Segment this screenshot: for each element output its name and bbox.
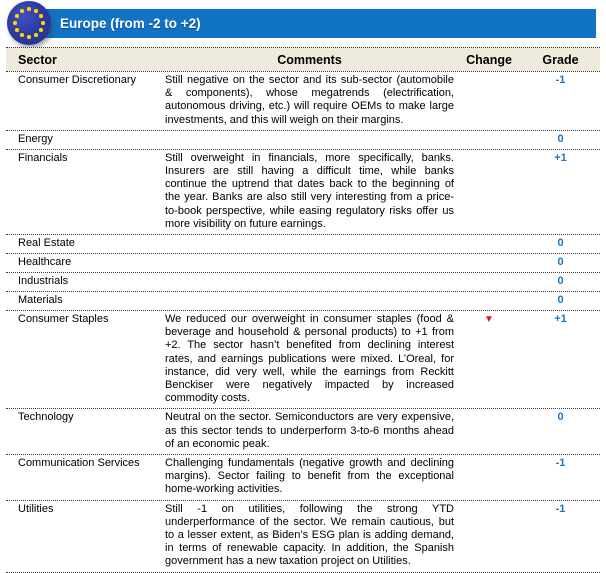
column-header-comments: Comments [277,52,342,67]
table-row [6,454,600,500]
table-row [6,149,600,234]
grade-cell: -1 [555,457,566,470]
table-row [6,130,600,149]
table-body [6,71,600,573]
eu-star-icon [20,9,24,13]
eu-star-icon [39,14,43,18]
sector-cell: Consumer Discretionary [18,74,136,86]
eu-star-icon [27,7,31,11]
column-header-grade: Grade [542,52,579,67]
table-row [6,71,600,130]
eu-star-icon [34,9,38,13]
eu-star-icon [39,28,43,32]
table-row [6,310,600,408]
comment-cell: Challenging fundamentals (negative growth and declining margins). Sector failing to benefit from the exceptional home-working activities. [165,457,454,496]
sector-cell: Communication Services [18,457,140,470]
comment-cell: Still -1 on utilities, following the strong YTD underperformance of the sector. We remain cautious, but to a lesser extent, as Biden’s ESG plan is adding demand, in terms of renewable capacity. In addition, the Spanish government has a new taxation project on Utilities. [165,502,454,568]
eu-star-icon [27,35,31,39]
grade-cell: -1 [555,502,566,515]
grade-cell: 0 [557,132,564,145]
sector-table [6,47,600,573]
eu-star-icon [34,33,38,37]
sector-cell: Utilities [18,502,54,515]
comment-cell: Neutral on the sector. Semiconductors are very expensive, as this sector tends to underperform 3-to-6 months ahead of an economic peak. [165,411,454,450]
grade-cell: 0 [557,411,564,424]
table-row [6,500,600,573]
eu-star-icon [41,21,45,25]
sector-cell: Energy [18,132,53,145]
table-row [6,272,600,291]
change-cell [457,313,521,326]
table-row [6,291,600,310]
sector-cell: Industrials [18,275,69,288]
grade-cell: +1 [554,151,567,164]
eu-star-icon [20,33,24,37]
eu-flag-icon [7,1,51,45]
sector-cell: Materials [18,294,63,307]
table-header-row [6,47,600,71]
change-down-icon: ▼ [484,314,494,326]
eu-star-icon [15,14,19,18]
table-row [6,408,600,454]
grade-cell: +1 [554,313,567,326]
sector-cell: Technology [18,411,74,424]
page-title: Europe (from -2 to +2) [60,16,201,31]
grade-cell: -1 [555,74,566,86]
eu-star-icon [15,28,19,32]
sector-cell: Healthcare [18,256,72,269]
sector-cell: Real Estate [18,237,75,250]
comment-cell: Still overweight in financials, more specifically, banks. Insurers are still having a difficult time, while banks continue the uptrend that dates back to the beginning of the year. Banks are also still very interesting from a price-to-book perspective, while easing regulatory risks offer us more visibility on future earnings. [165,151,454,230]
sector-cell: Financials [18,151,68,164]
column-header-sector: Sector [18,52,57,67]
column-header-change: Change [466,52,512,67]
grade-cell: 0 [557,275,564,288]
comment-cell: Still negative on the sector and its sub-sector (automobile & components), whose megatrends (electrification, autonomous driving, etc.) will require OEMs to make large investments, and this will weigh on their margins. [165,74,454,126]
sector-cell: Consumer Staples [18,313,109,326]
grade-cell: 0 [557,294,564,307]
comment-cell: We reduced our overweight in consumer staples (food & beverage and household & personal products) to +1 from +2. The sector hasn’t benefited from declining interest rates, and earnings publications were mixed. L’Oreal, for instance, did very well, while the earnings from Reckitt Benckiser were negatively impacted by increased commodity costs. [165,313,454,405]
table-row [6,253,600,272]
grade-cell: 0 [557,256,564,269]
title-bar [30,9,596,38]
eu-star-icon [13,21,17,25]
table-row [6,234,600,253]
grade-cell: 0 [557,237,564,250]
